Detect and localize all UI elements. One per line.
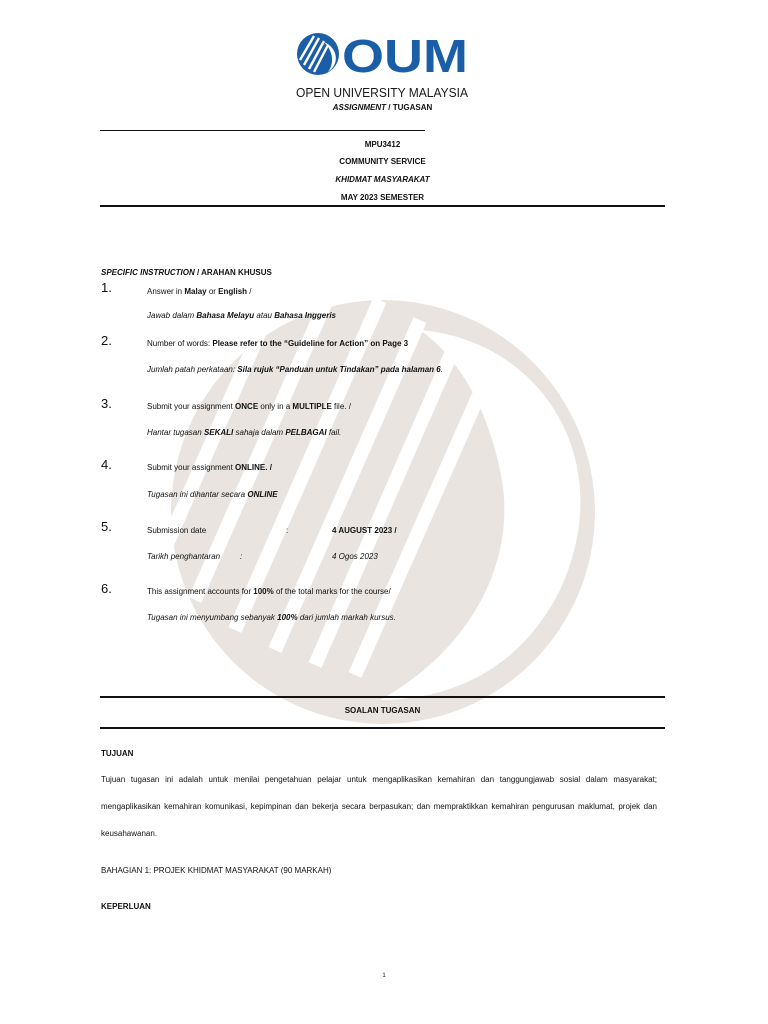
instruction-3-ms xyxy=(147,428,341,437)
instructions-title-sep: / xyxy=(194,268,202,277)
text-span: ONLINE xyxy=(247,490,278,499)
text-span: ONLINE. / xyxy=(235,463,272,472)
course-name-ms: KHIDMAT MASYARAKAT xyxy=(335,175,430,184)
instruction-4-en xyxy=(147,463,272,472)
text-span: Jawab dalam xyxy=(147,311,197,320)
submission-date-label-ms: Tarikh penghantaran xyxy=(147,552,221,561)
text-span: Tugasan ini dihantar secara xyxy=(147,490,248,499)
text-span: English xyxy=(218,287,248,296)
requirements-title: KEPERLUAN xyxy=(101,902,151,911)
instruction-number: 5. xyxy=(101,519,112,534)
course-code: MPU3412 xyxy=(364,140,401,149)
text-span: only in a xyxy=(258,402,293,411)
tujuan-line-2: mengaplikasikan kemahiran komunikasi, kepimpinan dan bekerja secara berpasukan; dan mempraktikkan kemahiran pengurusan maklumat, projek dan xyxy=(101,802,657,811)
text-span: fail. xyxy=(326,428,342,437)
text-span: Jumlah patah perkataan: xyxy=(147,365,238,374)
text-span: MULTIPLE xyxy=(292,402,332,411)
instructions-title-en: SPECIFIC INSTRUCTION xyxy=(101,268,195,277)
text-span: ONCE xyxy=(235,402,259,411)
text-span: Bahasa Inggeris xyxy=(274,311,336,320)
instruction-4-ms xyxy=(147,490,278,499)
text-span: Please refer to the “Guideline for Action” on Page 3 xyxy=(212,339,409,348)
oum-logo-brand: OUM xyxy=(342,30,468,82)
text-span: This assignment accounts for xyxy=(147,587,254,596)
instructions-title xyxy=(101,268,272,277)
text-span: dari jumlah markah kursus. xyxy=(297,613,396,622)
text-span: Submit your assignment xyxy=(147,463,236,472)
text-span: sahaja dalam xyxy=(233,428,286,437)
instruction-number: 2. xyxy=(101,333,112,348)
oum-logo-subtitle: OPEN UNIVERSITY MALAYSIA xyxy=(296,86,469,100)
banner-top-rule xyxy=(100,696,665,698)
text-span: atau xyxy=(254,311,275,320)
text-span: Sila rujuk “Panduan untuk Tindakan” pada halaman 6 xyxy=(237,365,441,374)
text-span: Hantar tugasan xyxy=(147,428,204,437)
text-span: Answer in xyxy=(147,287,185,296)
text-span: PELBAGAI xyxy=(285,428,327,437)
oum-logo xyxy=(294,30,474,102)
text-span: or xyxy=(206,287,219,296)
instruction-number: 4. xyxy=(101,457,112,472)
course-name-en: COMMUNITY SERVICE xyxy=(339,157,426,166)
assignment-label xyxy=(100,103,665,112)
instruction-1-ms xyxy=(147,311,336,320)
submission-date-colon: : xyxy=(286,526,289,535)
assignment-label-en: ASSIGNMENT xyxy=(332,103,387,112)
text-span: 100% xyxy=(253,587,274,596)
submission-date-value-ms: 4 Ogos 2023 xyxy=(332,552,378,561)
instruction-6-ms xyxy=(147,613,396,622)
text-span: SEKALI xyxy=(203,428,234,437)
banner-bottom-rule xyxy=(100,727,665,729)
instruction-number: 3. xyxy=(101,396,112,411)
text-span: 100% xyxy=(277,613,298,622)
assignment-label-ms: TUGASAN xyxy=(392,103,433,112)
page-number: 1 xyxy=(382,973,386,979)
header-divider xyxy=(100,205,665,207)
instruction-1-en xyxy=(147,287,252,296)
submission-date-label: Submission date xyxy=(147,526,207,535)
questions-banner: SOALAN TUGASAN xyxy=(344,706,421,715)
submission-date-value: 4 AUGUST 2023 / xyxy=(332,526,397,535)
tujuan-line-1: Tujuan tugasan ini adalah untuk menilai pengetahuan pelajar untuk mengaplikasikan kemahiran dan tanggungjawab sosial dalam masyarakat; xyxy=(101,775,657,784)
instruction-number: 1. xyxy=(101,280,112,295)
instructions-title-ms: ARAHAN KHUSUS xyxy=(201,268,272,277)
instruction-6-en xyxy=(147,587,391,596)
text-span: file. / xyxy=(331,402,351,411)
semester: MAY 2023 SEMESTER xyxy=(340,193,425,202)
instruction-2-en xyxy=(147,339,408,348)
text-span: . xyxy=(440,365,443,374)
top-divider xyxy=(100,130,425,131)
tujuan-title: TUJUAN xyxy=(101,749,134,758)
tujuan-line-3: keusahawanan. xyxy=(101,829,158,838)
text-span: Submit your assignment xyxy=(147,402,236,411)
instruction-3-en xyxy=(147,402,351,411)
text-span: / xyxy=(247,287,252,296)
submission-date-colon-ms: : xyxy=(240,552,243,561)
instruction-2-ms xyxy=(147,365,443,374)
text-span: Tugasan ini menyumbang sebanyak xyxy=(147,613,278,622)
text-span: Bahasa Melayu xyxy=(196,311,255,320)
text-span: Malay xyxy=(184,287,207,296)
text-span: Number of words: xyxy=(147,339,213,348)
instruction-number: 6. xyxy=(101,581,112,596)
part1-title: BAHAGIAN 1: PROJEK KHIDMAT MASYARAKAT (90 MARKAH) xyxy=(101,866,332,875)
assignment-label-sep: / xyxy=(386,103,393,112)
text-span: of the total marks for the course/ xyxy=(273,587,391,596)
oum-logo-emblem xyxy=(297,33,339,75)
